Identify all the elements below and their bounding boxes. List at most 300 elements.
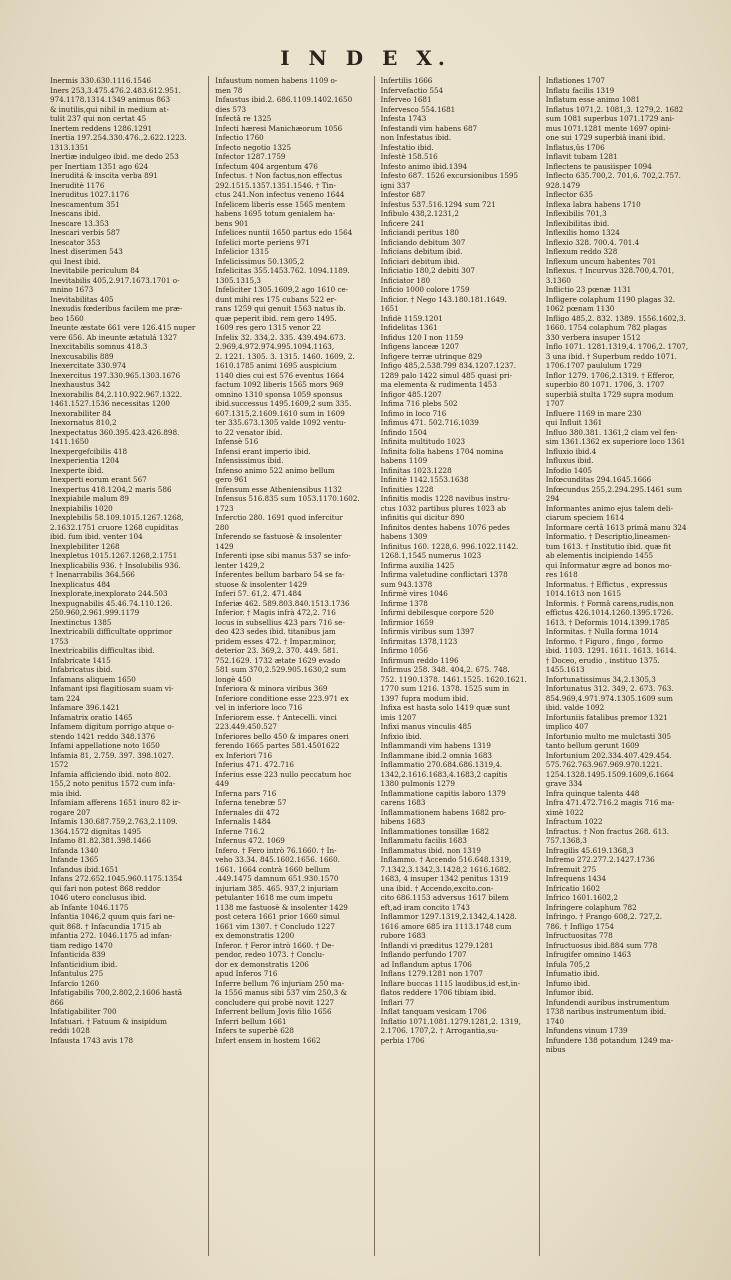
index-entry: Infectum 404 argentum 476: [215, 161, 318, 171]
index-entry: factum 1092 liberis 1565 mors 969: [215, 380, 344, 389]
index-entry: 449: [215, 779, 229, 788]
index-entry: 3 una ibid. † Superbum reddo 1071.: [545, 351, 677, 361]
index-entry: infantia 272. 1046.1175 ad infan-: [50, 931, 172, 940]
index-entry: 1138 me fastuosè & insolenter 1429: [215, 902, 348, 912]
index-entry: Infra quinque talenta 448: [545, 788, 640, 798]
index-entry: lenter 1429,2: [215, 560, 265, 570]
index-entry: Infernales dii 472: [215, 807, 280, 817]
index-entry: Infligo 485,2. 832. 1389. 1556.1602,3.: [545, 313, 686, 323]
index-entry: Infamans aliquem 1650: [50, 674, 136, 684]
index-entry: Inferiores bello 450 & impares oneri: [215, 731, 349, 741]
index-entry: Infantulus 275: [50, 969, 104, 978]
index-entry: Inficiari debitum ibid.: [380, 256, 460, 266]
index-entry: Infecti hæresi Manichæorum 1056: [215, 123, 343, 133]
index-entry: Infodio 1405: [545, 465, 593, 475]
index-entry: Inflammor 1297.1319,2.1342,4.1428.: [380, 912, 517, 921]
index-entry: & inutilis,qui nihil in medium at-: [50, 104, 169, 114]
index-entry: Infesta 1743: [380, 114, 427, 123]
index-entry: Inexercitus 197.330.965.1303.1676: [50, 370, 181, 380]
index-entry: Inflammo. † Accendo 516.648.1319,: [380, 855, 512, 864]
index-entry: Infero. † Fero intrò 76.1660. † In-: [215, 845, 337, 855]
index-entry: Inficior. † Nego 143.180.181.1649.: [380, 294, 507, 304]
index-columns: [50, 76, 704, 1256]
index-entry: Inflecto 635.700,2. 701,6. 702,2.757.: [545, 171, 681, 180]
index-entry: Infesto 687. 1526 excursionibus 1595: [380, 171, 519, 180]
index-entry: Infans 272.652.1045.960.1175.1354: [50, 874, 183, 883]
index-entry: Infragilis 45.619.1368,3: [545, 845, 634, 855]
index-entry: Inflammatio 270.684.686.1319,4.: [380, 760, 503, 769]
index-entry: 1062 pœnam 1130: [545, 304, 615, 313]
index-entry: ctus 1032 partibus plures 1023 ab: [380, 503, 506, 513]
index-entry: Inexpiabile malum 89: [50, 494, 129, 503]
index-entry: Infirmo 1056: [380, 646, 428, 655]
index-entry: 752. 1190.1378. 1461.1525. 1620.1621.: [380, 674, 527, 684]
index-entry: Infestatio ibid.: [380, 142, 434, 152]
index-entry: Infenso animo 522 animo bellum: [215, 465, 335, 475]
index-entry: Inflo 1071. 1281.1319,4. 1706,2. 1707,: [545, 342, 689, 351]
index-entry: 2.1632.1751 cruore 1268 cupiditas: [50, 522, 179, 532]
index-entry: 1461.1527.1536 necessitas 1200: [50, 399, 171, 408]
index-entry: Infamis 130.687.759,2.763,2.1109.: [50, 817, 178, 826]
index-entry: 1610.1785 animi 1695 auspicium: [215, 361, 337, 370]
index-entry: 292.1515.1357.1351.1546. † Tin-: [215, 180, 336, 190]
index-entry: 1342,2.1616.1683,4.1683,2 capitis: [380, 769, 508, 779]
index-entry: dies 573: [215, 104, 247, 114]
index-entry: Infami appellatione noto 1650: [50, 741, 160, 750]
index-entry: Infumatio ibid.: [545, 969, 600, 978]
index-entry: perbia 1706: [380, 1035, 425, 1045]
index-entry: Infelicior 1315: [215, 247, 269, 256]
index-entry: Inficere 241: [380, 218, 425, 228]
index-entry: qui Informatur ægre ad bonos mo-: [545, 560, 672, 570]
index-entry: Infamare 396.1421: [50, 703, 120, 712]
index-entry: Inexperte ibid.: [50, 465, 104, 475]
index-entry: 575.762.763.967.969.970.1221.: [545, 760, 663, 769]
index-entry: Infringere colaphum 782: [545, 902, 637, 912]
index-entry: Inflammandi vim habens 1319: [380, 741, 491, 750]
index-entry: Ineruditus 1027.1176: [50, 190, 130, 199]
index-entry: Informantes animo ejus talem deli-: [545, 503, 673, 513]
index-entry: sum 1081 superbus 1071.1729 ani-: [545, 114, 675, 123]
index-entry: Infundens vinum 1739: [545, 1026, 628, 1035]
index-entry: Infidelitas 1361: [380, 323, 438, 332]
index-entry: 1613. † Deformis 1014.1399.1785: [545, 617, 670, 627]
index-entry: 1707: [545, 399, 565, 408]
index-entry: ad Inflandum aptus 1706: [380, 959, 472, 969]
index-entry: Inexplorate,inexplorato 244.503: [50, 589, 168, 598]
index-entry: ab Infante 1046.1175: [50, 902, 129, 912]
index-entry: Infinitus 160. 1228,6. 996.1022.1142.: [380, 541, 519, 551]
index-entry: Infeliciter 1305.1609,2 ago 1610 ce-: [215, 285, 349, 294]
index-entry: bens 901: [215, 218, 249, 228]
index-entry: Infensus 516.835 sum 1053.1170.1602.: [215, 494, 360, 503]
index-entry: Inevitabilis 405,2.917.1673.1701 o-: [50, 275, 180, 285]
index-entry: Inferenti ipse sibi manus 537 se info-: [215, 551, 351, 560]
index-entry: tum 1613. † Institutio ibid. quæ fit: [545, 541, 672, 551]
index-entry: Inflans 1279.1281 non 1707: [380, 969, 483, 978]
index-entry: Inferius esse 223 nullo peccatum hoc: [215, 769, 352, 779]
index-entry: Infestandi vim habens 687: [380, 123, 478, 133]
index-entry: Inexercitate 330.974: [50, 361, 127, 370]
index-entry: Infamo 81.82.381.398.1466: [50, 836, 152, 845]
index-entry: Inflexibilis 701,3: [545, 209, 607, 218]
index-entry: flatos reddere 1706 tibiam ibid.: [380, 988, 497, 997]
index-entry: Infelici morte periens 971: [215, 237, 311, 247]
index-entry: Infarcio 1260: [50, 978, 100, 988]
index-entry: Infabricatus ibid.: [50, 665, 113, 674]
index-entry: Inflari 77: [380, 997, 415, 1007]
index-entry: 1753: [50, 636, 69, 646]
index-entry: 1364.1572 dignitas 1495: [50, 826, 142, 836]
index-entry: Infinitos dentes habens 1076 pedes: [380, 522, 510, 532]
index-entry: Inextinctus 1385: [50, 617, 112, 627]
index-entry: Inflare buccas 1115 laudibus,id est,in-: [380, 978, 521, 988]
index-entry: 1289 palo 1422 simul 485 quasi pri-: [380, 370, 513, 380]
index-entry: Infirma auxilia 1425: [380, 560, 455, 570]
index-entry: Inflexa labra habens 1710: [545, 199, 641, 209]
index-entry: Influo 380.381. 1361,2 clam vel fen-: [545, 427, 678, 437]
index-entry: rogare 207: [50, 807, 91, 817]
index-entry: Infectâ re 1325: [215, 114, 272, 123]
index-entry: Influere 1169 in mare 230: [545, 408, 642, 418]
index-entry: Inferiora & minora viribus 369: [215, 684, 328, 693]
index-entry: Infumo ibid.: [545, 978, 591, 988]
index-entry: Infestus 537.516.1294 sum 721: [380, 199, 496, 209]
index-entry: Infinitis modis 1228 navibus instru-: [380, 494, 510, 503]
index-entry: Infractus. † Non fractus 268. 613.: [545, 826, 669, 836]
index-entry: Inflando perfundo 1707: [380, 950, 467, 959]
index-entry: 1455.1613: [545, 665, 585, 674]
index-entry: 1616 amore 685 ira 1113.1748 cum: [380, 921, 512, 931]
index-entry: Inertia 197.254.330.476.,2.622.1223.: [50, 133, 187, 142]
index-entry: Inescator 353: [50, 237, 101, 247]
index-entry: men 78: [215, 85, 243, 95]
index-entry: Inferctio 280. 1691 quod infercitur: [215, 513, 343, 522]
index-entry: one sui 1729 superbiâ inani ibid.: [545, 133, 666, 142]
index-entry: ab elementis incipiendo 1455: [545, 551, 654, 560]
index-entry: Infinities 1228: [380, 484, 434, 494]
index-entry: Infervefactio 554: [380, 85, 444, 95]
index-entry: 3.1360: [545, 275, 571, 285]
index-entry: Infervesco 554.1681: [380, 104, 456, 114]
index-entry: sim 1361.1362 ex superiore loco 1361: [545, 437, 686, 446]
index-entry: 1738 naribus instrumentum ibid.: [545, 1007, 667, 1016]
index-entry: Infestor 687: [380, 190, 426, 199]
index-entry: veho 33.34. 845.1602.1656. 1660.: [215, 855, 340, 864]
index-entry: non Infestatus ibid.: [380, 133, 452, 142]
index-entry: Inest diserimen 543: [50, 247, 123, 256]
index-entry: superbiâ stulta 1729 supra modum: [545, 389, 674, 399]
index-entry: 581 sum 370,2.529.905.1630,2 sum: [215, 665, 347, 674]
index-entry: 786. † Infligo 1754: [545, 921, 614, 931]
index-entry: cito 686.1153 adversus 1617 bilem: [380, 893, 509, 902]
index-entry: per Inertiam 1351 ago 624: [50, 161, 149, 171]
index-entry: Inexpertus 418.1204,2 maris 586: [50, 484, 172, 494]
index-entry: Inextricabili difficultate opprimor: [50, 627, 173, 636]
index-entry: Infelicitas 355.1453.762. 1094.1189.: [215, 266, 350, 275]
index-entry: 752.1629. 1732 ætate 1629 evado: [215, 655, 341, 665]
index-entry: Inficians debitum ibid.: [380, 247, 463, 256]
index-entry: Inexcusabilis 889: [50, 351, 114, 361]
index-entry: Inflammationes tonsillæ 1682: [380, 826, 490, 836]
index-entry: Inflat tanquam vesicam 1706: [380, 1007, 487, 1016]
index-entry: 607.1315,2.1609.1610 sum in 1609: [215, 408, 345, 418]
index-entry: Infernalis 1484: [215, 817, 271, 826]
index-entry: 7.1342,3.1342,3.1428,2 1616.1682.: [380, 864, 511, 874]
index-entry: Inficiandi peritus 180: [380, 228, 459, 237]
index-entry: Infelicissimus 50.1305,2: [215, 256, 305, 266]
index-entry: Inexpletus 1015.1267.1268,2.1751: [50, 551, 178, 560]
index-entry: reddi 1028: [50, 1026, 90, 1035]
index-entry: Ineunte æstate 661 vere 126.415 nuper: [50, 323, 196, 332]
index-entry: ter 335.673.1305 valde 1092 ventu-: [215, 418, 346, 427]
index-entry: gero 961: [215, 475, 248, 484]
index-entry: 2.1706. 1707,2. † Arrogantia,su-: [380, 1026, 499, 1035]
index-column-1: [50, 76, 209, 1256]
index-entry: Inexplicabilis 936. † Insolubilis 936.: [50, 560, 181, 570]
index-entry: stendo 1421 reddo 348.1376: [50, 731, 156, 741]
index-entry: Inficiatio 180,2 debiti 307: [380, 266, 475, 275]
index-entry: Inexpiabilis 1020: [50, 503, 113, 513]
index-entry: Inflammatu facilis 1683: [380, 836, 467, 845]
index-entry: Infrico 1601.1602,2: [545, 893, 618, 902]
index-entry: Infula 705,2: [545, 959, 590, 969]
index-entry: Infirmus 258. 348. 404,2. 675. 748.: [380, 665, 510, 674]
index-entry: Inferri bellum 1661: [215, 1016, 287, 1026]
index-entry: 757.1368,3: [545, 836, 587, 845]
index-entry: Infinita folia habens 1704 nomina: [380, 446, 504, 456]
index-entry: grave 334: [545, 779, 583, 788]
index-entry: 1723: [215, 503, 234, 513]
index-entry: Infinita multitudo 1023: [380, 437, 466, 446]
index-entry: rubore 1683: [380, 931, 426, 940]
index-entry: Infremuit 275: [545, 864, 597, 874]
index-entry: Infructuositas 778: [545, 931, 613, 940]
index-entry: Infanticida 839: [50, 950, 106, 959]
index-entry: hibens 1683: [380, 817, 426, 826]
index-entry: 1046 utero conclusus ibid.: [50, 893, 147, 902]
index-entry: Infirmum reddo 1196: [380, 655, 459, 665]
index-entry: 1740: [545, 1016, 565, 1026]
index-entry: Inescare 13.353: [50, 218, 109, 228]
index-entry: † Inenarrabilis 364.566: [50, 570, 135, 579]
index-entry: Inferior. † Magis infrà 472,2. 716: [215, 608, 336, 617]
index-entry: ibid. fum ibid. venter 104: [50, 532, 143, 541]
index-entry: Infigo 485,2.538.799 834.1207.1237.: [380, 361, 516, 370]
index-entry: ibid. 1103. 1291. 1611. 1613. 1614.: [545, 646, 677, 655]
index-entry: Inferrent bellum Jovis filio 1656: [215, 1007, 332, 1016]
index-entry: 330 verbera insuper 1512: [545, 332, 641, 342]
index-entry: Inflationes 1707: [545, 76, 605, 85]
index-entry: Inficiando debitum 307: [380, 237, 466, 247]
index-entry: 1305.1315,3: [215, 275, 261, 285]
index-entry: 1683, 4 insuper 1342 penitus 1319: [380, 874, 509, 883]
index-entry: 1140 dies cui est 576 eventus 1664: [215, 370, 345, 380]
index-entry: Inflatum esse animo 1081: [545, 95, 641, 104]
index-entry: 974.1178.1314.1349 animus 863: [50, 95, 171, 104]
index-entry: implico 407: [545, 722, 589, 731]
index-entry: Infigor 485.1207: [380, 389, 442, 399]
index-entry: mia ibid.: [50, 788, 82, 798]
index-entry: pendor, redeo 1073. † Conclu-: [215, 950, 325, 959]
index-entry: 1661. 1664 contrà 1660 bellum: [215, 864, 331, 874]
index-entry: vel in inferiore loco 716: [215, 703, 303, 712]
index-entry: qui Influit 1361: [545, 418, 603, 427]
index-entry: Inflatus,ûs 1706: [545, 142, 605, 152]
index-entry: to 22 venator ibid.: [215, 427, 283, 437]
index-entry: 866: [50, 997, 64, 1007]
index-entry: Infra 471.472.716.2 magis 716 ma-: [545, 798, 675, 807]
index-entry: 854.969,4.971.974.1305.1609 sum: [545, 693, 673, 703]
index-entry: tiam redigo 1470: [50, 940, 113, 950]
index-entry: 1429: [215, 541, 234, 551]
index-entry: Infanticidium ibid.: [50, 959, 118, 969]
index-entry: Influxio ibid.4: [545, 446, 597, 456]
index-entry: Inertiæ indulgeo ibid. me dedo 253: [50, 152, 179, 161]
index-entry: Informo. † Figuro , fingo , formo: [545, 636, 664, 646]
index-entry: Inferendo se fastuosè & insolenter: [215, 532, 342, 541]
index-entry: Infirmi debilesque corpore 520: [380, 608, 494, 617]
index-entry: Inflandi vi præditus 1279.1281: [380, 940, 494, 950]
index-entry: 1411.1650: [50, 437, 89, 446]
index-entry: 1380 pulmonis 1279: [380, 779, 455, 788]
index-entry: 294: [545, 494, 560, 503]
index-entry: Iners 253,3.475.476.2.483.612.951.: [50, 85, 181, 95]
index-entry: ctus 241.Non infectus veneno 1644: [215, 190, 345, 199]
index-entry: Infremo 272.277.2.1427.1736: [545, 855, 655, 864]
index-entry: Inexperientia 1204: [50, 456, 120, 465]
index-column-4: [546, 76, 704, 1256]
index-entry: 2.969,4.972.974.995.1094.1163,: [215, 342, 335, 351]
index-entry: Inexudis fœderibus facilem me præ-: [50, 304, 183, 313]
index-entry: concludere qui probè novit 1227: [215, 997, 335, 1007]
index-entry: 1609 res gero 1315 venor 22: [215, 323, 322, 332]
index-column-3: [381, 76, 540, 1256]
index-entry: Inferne 716.2: [215, 826, 265, 836]
index-entry: Influxus ibid.: [545, 456, 594, 465]
index-entry: Informis. † Formâ carens,rudis,non: [545, 598, 674, 608]
index-entry: 1397 fupra modum ibid.: [380, 693, 469, 703]
index-entry: Infandus ibid.1651: [50, 864, 119, 874]
index-entry: Infima 716 plebs 502: [380, 399, 458, 408]
index-entry: Inertem reddens 1286.1291: [50, 123, 153, 133]
index-entry: Infensè 516: [215, 437, 259, 446]
index-entry: Infinitas 1023.1228: [380, 465, 452, 475]
index-entry: 155,2 noto penitus 1572 cum infa-: [50, 779, 176, 788]
index-entry: Infirme 1378: [380, 598, 428, 608]
index-entry: Infimo in loco 716: [380, 408, 447, 418]
index-entry: Infatigabiliter 700: [50, 1007, 117, 1016]
index-entry: habens 1695 totum genialem ha-: [215, 209, 336, 218]
index-entry: Infernus 472. 1069: [215, 836, 285, 845]
index-entry: Inflictio 23 pœnæ 1131: [545, 285, 632, 294]
index-entry: Infortunatissimus 34,2.1305,3: [545, 674, 656, 684]
index-entry: 1706.1707 paululum 1729: [545, 361, 642, 370]
index-entry: 1660. 1754 colaphum 782 plagas: [545, 323, 667, 332]
index-entry: Infœcunditas 294.1645.1666: [545, 475, 652, 484]
index-entry: Infamiam afferens 1651 inuro 82 ir-: [50, 798, 181, 807]
index-entry: Infixi manus vinculis 485: [380, 722, 472, 731]
index-entry: 1661 vim 1307. † Concludo 1227: [215, 921, 335, 931]
index-entry: Inflectens te pausiisper 1094: [545, 161, 652, 171]
index-entry: 1014.1613 non 1615: [545, 589, 622, 598]
index-entry: ximè 1022: [545, 807, 584, 817]
index-entry: Infigens lanceæ 1207: [380, 342, 460, 351]
index-entry: Infamia 81, 2.759. 397. 398.1027.: [50, 750, 174, 760]
index-entry: Inferiore conditione esse 223.971 ex: [215, 693, 349, 703]
index-entry: mnino 1673: [50, 285, 94, 294]
index-entry: Inflatio 1071.1081.1279.1281,2. 1319,: [380, 1016, 521, 1026]
index-entry: Inficiator 180: [380, 275, 431, 285]
index-entry: post cetera 1661 prior 1660 simul: [215, 912, 340, 921]
index-entry: Inflexum uncum habentes 701: [545, 256, 657, 266]
index-entry: Inescari verbis 587: [50, 228, 121, 237]
index-entry: 1572: [50, 760, 69, 769]
index-entry: Inflavit tubam 1281: [545, 152, 618, 161]
index-column-2: [215, 76, 374, 1256]
index-entry: Infortunium 202.334.407.429.454.: [545, 750, 672, 760]
index-entry: Infortunio multo me mulctasti 305: [545, 731, 672, 741]
index-entry: Inferi 57. 61,2. 471.484: [215, 589, 302, 598]
index-entry: Informitas. † Nulla forma 1014: [545, 627, 659, 636]
index-entry: Infestè 158.516: [380, 152, 438, 161]
index-entry: superbio 80 1071. 1706, 3. 1707: [545, 380, 665, 389]
index-entry: Inexhaustus 342: [50, 380, 111, 389]
index-entry: Infimus 471. 502.716.1039: [380, 418, 479, 427]
index-entry: Infatuari. † Fatuum & insipidum: [50, 1016, 167, 1026]
index-entry: Inescans ibid.: [50, 209, 101, 218]
index-entry: Inflexilis homo 1324: [545, 228, 620, 237]
index-entry: Infatigabilis 700,2.802,2.1606 hastâ: [50, 988, 183, 997]
index-entry: eft,ad iram concito 1743: [380, 902, 470, 912]
index-entry: 928.1479: [545, 180, 581, 190]
index-entry: quæ peperit ibid. rem gero 1495.: [215, 313, 337, 323]
index-entry: Infligere colaphum 1190 plagas 32.: [545, 294, 676, 304]
index-entry: Infertilis 1666: [380, 76, 433, 85]
index-entry: Inflammane ibid.2 omnia 1683: [380, 750, 493, 760]
index-entry: Infectus. † Non factus,non effectus: [215, 171, 343, 180]
index-entry: Infidus 120 I non 1159: [380, 332, 464, 342]
index-entry: Infabricate 1415: [50, 655, 111, 665]
index-entry: dor ex demonstratis 1206: [215, 959, 309, 969]
index-entry: rans 1259 qui genuit 1563 natus ib.: [215, 304, 346, 313]
page-header: I N D E X.: [280, 46, 451, 70]
index-entry: habens 1309: [380, 532, 428, 541]
index-entry: Infœcundus 255,2.294.295.1461 sum: [545, 484, 683, 494]
index-entry: .449.1475 damnum 651.930.1570: [215, 874, 339, 883]
index-entry: mus 1071.1281 mente 1697 opini-: [545, 123, 671, 133]
index-entry: ibid. valde 1092: [545, 703, 605, 712]
index-entry: Inextricabilis difficultas ibid.: [50, 646, 155, 655]
index-entry: Inexplebilis 58.109.1015.1267.1268,: [50, 513, 184, 522]
index-entry: Infirma valetudine conflictari 1378: [380, 570, 508, 579]
index-entry: deterior 23. 369,2. 370. 449. 581.: [215, 646, 339, 655]
index-entry: Inexcitabilis somnus 418.3: [50, 342, 148, 351]
index-entry: Informare certâ 1613 primâ manu 324: [545, 522, 687, 532]
index-entry: Infector 1287.1759: [215, 152, 286, 161]
index-entry: Inflammatus ibid. non 1319: [380, 845, 481, 855]
index-entry: ex Inferiori 716: [215, 750, 273, 760]
index-entry: Infaustus ibid.2. 686.1109.1402.1650: [215, 95, 353, 104]
index-entry: Inexpergefcibilis 418: [50, 446, 128, 456]
index-entry: Inferius 471. 472.716: [215, 760, 294, 769]
index-entry: Inevitabile periculum 84: [50, 266, 140, 275]
index-entry: Infrugifer omnino 1463: [545, 950, 632, 959]
index-entry: Infixa est hasta solo 1419 quæ sunt: [380, 703, 511, 712]
index-entry: Infert ensem in hostem 1662: [215, 1035, 321, 1045]
index-entry: Inferentes bellum barbaro 54 se fa-: [215, 570, 345, 579]
index-entry: res 1618: [545, 570, 578, 579]
